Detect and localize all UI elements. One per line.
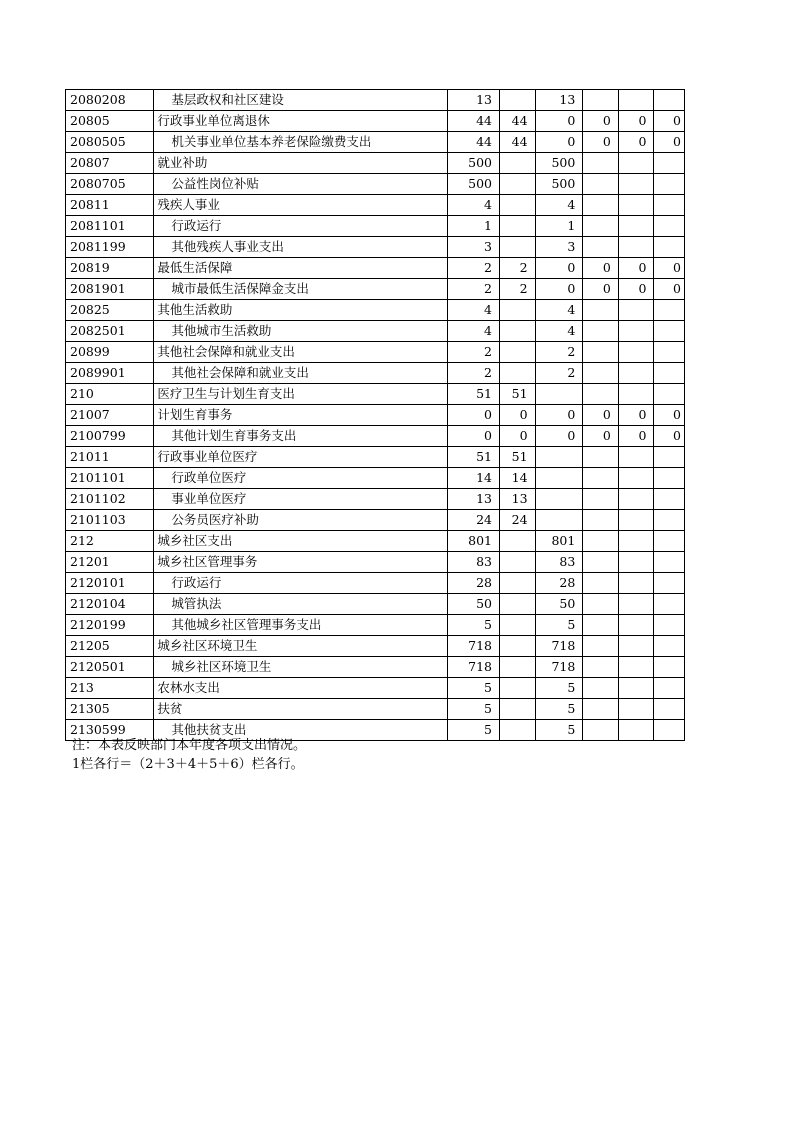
amount-col-3-cell: 3: [535, 237, 583, 258]
amount-col-5-cell: [618, 195, 654, 216]
amount-col-4-cell: [583, 174, 619, 195]
amount-col-5-cell: 0: [618, 279, 654, 300]
expenditure-table-container: [65, 89, 685, 741]
amount-col-2-cell: 2: [499, 279, 535, 300]
amount-col-5-cell: [618, 615, 654, 636]
subject-name-cell: 其他计划生育事务支出: [154, 426, 448, 447]
subject-code-cell: 20899: [66, 342, 154, 363]
subject-name-cell: 行政事业单位离退休: [154, 111, 448, 132]
amount-col-3-cell: 718: [535, 636, 583, 657]
amount-col-1-cell: 14: [448, 468, 500, 489]
amount-col-1-cell: 24: [448, 510, 500, 531]
subject-code-cell: 210: [66, 384, 154, 405]
subject-name-cell: 城乡社区管理事务: [154, 552, 448, 573]
subject-code-cell: 20819: [66, 258, 154, 279]
amount-col-2-cell: [499, 657, 535, 678]
table-row: [66, 678, 685, 699]
amount-col-4-cell: 0: [583, 132, 619, 153]
amount-col-6-cell: [654, 510, 685, 531]
amount-col-6-cell: [654, 300, 685, 321]
subject-name-cell: 城管执法: [154, 594, 448, 615]
subject-code-cell: 2081199: [66, 237, 154, 258]
amount-col-3-cell: 1: [535, 216, 583, 237]
table-row: [66, 195, 685, 216]
amount-col-5-cell: [618, 699, 654, 720]
subject-name-cell: 城乡社区环境卫生: [154, 657, 448, 678]
amount-col-4-cell: [583, 321, 619, 342]
amount-col-2-cell: 44: [499, 132, 535, 153]
table-row: [66, 510, 685, 531]
amount-col-4-cell: [583, 510, 619, 531]
subject-code-cell: 2120101: [66, 573, 154, 594]
amount-col-3-cell: 0: [535, 279, 583, 300]
amount-col-2-cell: 44: [499, 111, 535, 132]
table-row: [66, 363, 685, 384]
table-row: [66, 699, 685, 720]
note-line-1: 注：本表反映部门本年度各项支出情况。: [72, 738, 307, 753]
amount-col-6-cell: 0: [654, 258, 685, 279]
table-row: [66, 321, 685, 342]
subject-name-cell: 其他城乡社区管理事务支出: [154, 615, 448, 636]
amount-col-3-cell: 50: [535, 594, 583, 615]
amount-col-2-cell: [499, 321, 535, 342]
amount-col-2-cell: [499, 90, 535, 111]
amount-col-1-cell: 44: [448, 111, 500, 132]
table-row: [66, 531, 685, 552]
subject-code-cell: 2120199: [66, 615, 154, 636]
amount-col-3-cell: 5: [535, 720, 583, 741]
amount-col-1-cell: 2: [448, 342, 500, 363]
amount-col-3-cell: [535, 447, 583, 468]
amount-col-6-cell: [654, 174, 685, 195]
amount-col-2-cell: [499, 153, 535, 174]
table-row: [66, 216, 685, 237]
amount-col-1-cell: 51: [448, 447, 500, 468]
amount-col-3-cell: 0: [535, 258, 583, 279]
amount-col-3-cell: 4: [535, 195, 583, 216]
table-row: [66, 657, 685, 678]
amount-col-6-cell: [654, 363, 685, 384]
subject-name-cell: 事业单位医疗: [154, 489, 448, 510]
amount-col-6-cell: [654, 342, 685, 363]
amount-col-1-cell: 44: [448, 132, 500, 153]
amount-col-6-cell: [654, 573, 685, 594]
amount-col-6-cell: 0: [654, 426, 685, 447]
amount-col-5-cell: 0: [618, 426, 654, 447]
subject-code-cell: 21007: [66, 405, 154, 426]
amount-col-4-cell: [583, 594, 619, 615]
amount-col-4-cell: 0: [583, 258, 619, 279]
subject-name-cell: 其他社会保障和就业支出: [154, 363, 448, 384]
table-row: [66, 426, 685, 447]
subject-code-cell: 2120104: [66, 594, 154, 615]
table-row: [66, 405, 685, 426]
subject-code-cell: 20807: [66, 153, 154, 174]
amount-col-3-cell: 4: [535, 300, 583, 321]
amount-col-1-cell: 5: [448, 720, 500, 741]
amount-col-6-cell: [654, 447, 685, 468]
amount-col-1-cell: 2: [448, 279, 500, 300]
amount-col-4-cell: 0: [583, 405, 619, 426]
subject-name-cell: 城市最低生活保障金支出: [154, 279, 448, 300]
subject-name-cell: 医疗卫生与计划生育支出: [154, 384, 448, 405]
amount-col-1-cell: 0: [448, 426, 500, 447]
amount-col-5-cell: [618, 720, 654, 741]
amount-col-1-cell: 51: [448, 384, 500, 405]
table-row: [66, 384, 685, 405]
amount-col-2-cell: [499, 720, 535, 741]
amount-col-3-cell: 0: [535, 405, 583, 426]
subject-code-cell: 2080505: [66, 132, 154, 153]
amount-col-1-cell: 500: [448, 153, 500, 174]
table-row: [66, 111, 685, 132]
amount-col-5-cell: [618, 90, 654, 111]
amount-col-1-cell: 4: [448, 195, 500, 216]
amount-col-4-cell: [583, 531, 619, 552]
amount-col-3-cell: [535, 468, 583, 489]
subject-name-cell: 残疾人事业: [154, 195, 448, 216]
amount-col-1-cell: 5: [448, 699, 500, 720]
subject-code-cell: 20805: [66, 111, 154, 132]
subject-code-cell: 20811: [66, 195, 154, 216]
amount-col-2-cell: 0: [499, 405, 535, 426]
subject-name-cell: 其他城市生活救助: [154, 321, 448, 342]
amount-col-5-cell: 0: [618, 405, 654, 426]
amount-col-4-cell: [583, 615, 619, 636]
amount-col-6-cell: [654, 531, 685, 552]
amount-col-4-cell: 0: [583, 426, 619, 447]
amount-col-6-cell: [654, 615, 685, 636]
amount-col-3-cell: 0: [535, 132, 583, 153]
table-row: [66, 279, 685, 300]
amount-col-2-cell: [499, 636, 535, 657]
amount-col-1-cell: 4: [448, 321, 500, 342]
amount-col-4-cell: [583, 678, 619, 699]
amount-col-6-cell: [654, 594, 685, 615]
amount-col-6-cell: 0: [654, 405, 685, 426]
amount-col-5-cell: [618, 216, 654, 237]
amount-col-1-cell: 2: [448, 258, 500, 279]
amount-col-6-cell: [654, 636, 685, 657]
amount-col-2-cell: 13: [499, 489, 535, 510]
subject-code-cell: 20825: [66, 300, 154, 321]
amount-col-1-cell: 0: [448, 405, 500, 426]
amount-col-5-cell: 0: [618, 111, 654, 132]
amount-col-2-cell: [499, 678, 535, 699]
subject-name-cell: 行政单位医疗: [154, 468, 448, 489]
amount-col-6-cell: [654, 321, 685, 342]
subject-name-cell: 行政运行: [154, 216, 448, 237]
amount-col-2-cell: [499, 342, 535, 363]
amount-col-4-cell: [583, 216, 619, 237]
subject-code-cell: 2101102: [66, 489, 154, 510]
amount-col-2-cell: [499, 615, 535, 636]
amount-col-1-cell: 2: [448, 363, 500, 384]
amount-col-4-cell: [583, 720, 619, 741]
subject-code-cell: 2081101: [66, 216, 154, 237]
amount-col-1-cell: 718: [448, 636, 500, 657]
subject-name-cell: 行政事业单位医疗: [154, 447, 448, 468]
amount-col-5-cell: [618, 153, 654, 174]
subject-code-cell: 21201: [66, 552, 154, 573]
amount-col-3-cell: 4: [535, 321, 583, 342]
subject-code-cell: 21205: [66, 636, 154, 657]
table-row: [66, 174, 685, 195]
amount-col-4-cell: [583, 573, 619, 594]
amount-col-3-cell: [535, 489, 583, 510]
amount-col-2-cell: [499, 594, 535, 615]
amount-col-6-cell: [654, 468, 685, 489]
amount-col-6-cell: [654, 489, 685, 510]
subject-name-cell: 基层政权和社区建设: [154, 90, 448, 111]
amount-col-6-cell: [654, 552, 685, 573]
table-row: [66, 468, 685, 489]
amount-col-4-cell: [583, 657, 619, 678]
amount-col-3-cell: 801: [535, 531, 583, 552]
amount-col-5-cell: [618, 237, 654, 258]
subject-name-cell: 公务员医疗补助: [154, 510, 448, 531]
table-row: [66, 615, 685, 636]
amount-col-2-cell: [499, 237, 535, 258]
subject-code-cell: 212: [66, 531, 154, 552]
amount-col-5-cell: [618, 531, 654, 552]
amount-col-2-cell: [499, 174, 535, 195]
subject-code-cell: 2120501: [66, 657, 154, 678]
amount-col-3-cell: 0: [535, 111, 583, 132]
amount-col-5-cell: [618, 489, 654, 510]
table-row: [66, 132, 685, 153]
amount-col-2-cell: [499, 573, 535, 594]
subject-code-cell: 21305: [66, 699, 154, 720]
amount-col-2-cell: 51: [499, 447, 535, 468]
amount-col-4-cell: [583, 90, 619, 111]
subject-code-cell: 2089901: [66, 363, 154, 384]
subject-code-cell: 2081901: [66, 279, 154, 300]
amount-col-5-cell: [618, 573, 654, 594]
subject-code-cell: 2100799: [66, 426, 154, 447]
subject-code-cell: 2080208: [66, 90, 154, 111]
amount-col-4-cell: [583, 195, 619, 216]
amount-col-4-cell: [583, 237, 619, 258]
amount-col-6-cell: [654, 195, 685, 216]
subject-code-cell: 213: [66, 678, 154, 699]
amount-col-2-cell: [499, 195, 535, 216]
amount-col-4-cell: [583, 300, 619, 321]
subject-name-cell: 机关事业单位基本养老保险缴费支出: [154, 132, 448, 153]
amount-col-5-cell: [618, 321, 654, 342]
subject-code-cell: 2101103: [66, 510, 154, 531]
amount-col-6-cell: [654, 237, 685, 258]
amount-col-4-cell: [583, 384, 619, 405]
amount-col-4-cell: [583, 153, 619, 174]
amount-col-5-cell: [618, 447, 654, 468]
amount-col-2-cell: 2: [499, 258, 535, 279]
table-row: [66, 90, 685, 111]
amount-col-5-cell: 0: [618, 258, 654, 279]
amount-col-2-cell: 24: [499, 510, 535, 531]
amount-col-3-cell: 5: [535, 615, 583, 636]
amount-col-4-cell: [583, 468, 619, 489]
amount-col-4-cell: [583, 552, 619, 573]
table-row: [66, 552, 685, 573]
amount-col-1-cell: 50: [448, 594, 500, 615]
amount-col-1-cell: 500: [448, 174, 500, 195]
amount-col-2-cell: [499, 300, 535, 321]
amount-col-1-cell: 13: [448, 489, 500, 510]
amount-col-4-cell: [583, 699, 619, 720]
amount-col-3-cell: 5: [535, 699, 583, 720]
amount-col-1-cell: 4: [448, 300, 500, 321]
subject-name-cell: 公益性岗位补贴: [154, 174, 448, 195]
amount-col-5-cell: [618, 342, 654, 363]
amount-col-2-cell: [499, 216, 535, 237]
amount-col-3-cell: 5: [535, 678, 583, 699]
subject-name-cell: 其他残疾人事业支出: [154, 237, 448, 258]
amount-col-2-cell: [499, 363, 535, 384]
subject-name-cell: 计划生育事务: [154, 405, 448, 426]
table-row: [66, 636, 685, 657]
table-row: [66, 300, 685, 321]
amount-col-2-cell: [499, 531, 535, 552]
amount-col-5-cell: [618, 657, 654, 678]
amount-col-5-cell: 0: [618, 132, 654, 153]
amount-col-3-cell: [535, 384, 583, 405]
amount-col-4-cell: [583, 636, 619, 657]
amount-col-2-cell: [499, 552, 535, 573]
amount-col-5-cell: [618, 174, 654, 195]
table-row: [66, 573, 685, 594]
subject-name-cell: 其他社会保障和就业支出: [154, 342, 448, 363]
subject-name-cell: 其他扶贫支出: [154, 720, 448, 741]
amount-col-4-cell: [583, 363, 619, 384]
subject-name-cell: 行政运行: [154, 573, 448, 594]
amount-col-1-cell: 5: [448, 678, 500, 699]
subject-name-cell: 扶贫: [154, 699, 448, 720]
amount-col-3-cell: 718: [535, 657, 583, 678]
amount-col-3-cell: 500: [535, 153, 583, 174]
amount-col-3-cell: 13: [535, 90, 583, 111]
subject-code-cell: 2080705: [66, 174, 154, 195]
amount-col-1-cell: 5: [448, 615, 500, 636]
table-row: [66, 258, 685, 279]
amount-col-6-cell: 0: [654, 132, 685, 153]
amount-col-3-cell: 2: [535, 363, 583, 384]
subject-code-cell: 2130599: [66, 720, 154, 741]
amount-col-2-cell: 0: [499, 426, 535, 447]
subject-code-cell: 21011: [66, 447, 154, 468]
table-row: [66, 342, 685, 363]
amount-col-5-cell: [618, 678, 654, 699]
amount-col-6-cell: [654, 153, 685, 174]
amount-col-3-cell: 28: [535, 573, 583, 594]
subject-name-cell: 城乡社区支出: [154, 531, 448, 552]
amount-col-1-cell: 28: [448, 573, 500, 594]
amount-col-6-cell: [654, 678, 685, 699]
amount-col-5-cell: [618, 636, 654, 657]
table-row: [66, 447, 685, 468]
subject-name-cell: 城乡社区环境卫生: [154, 636, 448, 657]
amount-col-6-cell: 0: [654, 279, 685, 300]
amount-col-4-cell: [583, 342, 619, 363]
amount-col-3-cell: 500: [535, 174, 583, 195]
amount-col-1-cell: 1: [448, 216, 500, 237]
amount-col-1-cell: 718: [448, 657, 500, 678]
table-notes: [72, 736, 306, 774]
amount-col-1-cell: 13: [448, 90, 500, 111]
subject-name-cell: 就业补助: [154, 153, 448, 174]
amount-col-5-cell: [618, 468, 654, 489]
table-row: [66, 153, 685, 174]
amount-col-3-cell: [535, 510, 583, 531]
amount-col-6-cell: 0: [654, 111, 685, 132]
table-body: [66, 90, 685, 741]
subject-code-cell: 2101101: [66, 468, 154, 489]
amount-col-5-cell: [618, 594, 654, 615]
amount-col-2-cell: 51: [499, 384, 535, 405]
amount-col-4-cell: 0: [583, 279, 619, 300]
amount-col-6-cell: [654, 699, 685, 720]
amount-col-5-cell: [618, 363, 654, 384]
amount-col-1-cell: 3: [448, 237, 500, 258]
amount-col-6-cell: [654, 216, 685, 237]
table-row: [66, 237, 685, 258]
subject-name-cell: 其他生活救助: [154, 300, 448, 321]
table-row: [66, 594, 685, 615]
amount-col-1-cell: 801: [448, 531, 500, 552]
amount-col-4-cell: [583, 447, 619, 468]
subject-name-cell: 最低生活保障: [154, 258, 448, 279]
amount-col-6-cell: [654, 720, 685, 741]
amount-col-4-cell: 0: [583, 111, 619, 132]
table-row: [66, 489, 685, 510]
amount-col-3-cell: 0: [535, 426, 583, 447]
amount-col-6-cell: [654, 657, 685, 678]
amount-col-1-cell: 83: [448, 552, 500, 573]
amount-col-6-cell: [654, 90, 685, 111]
amount-col-5-cell: [618, 384, 654, 405]
subject-code-cell: 2082501: [66, 321, 154, 342]
note-line-2: 1栏各行＝（2＋3＋4＋5＋6）栏各行。: [72, 757, 304, 772]
subject-name-cell: 农林水支出: [154, 678, 448, 699]
amount-col-5-cell: [618, 300, 654, 321]
amount-col-6-cell: [654, 384, 685, 405]
amount-col-3-cell: 83: [535, 552, 583, 573]
amount-col-2-cell: 14: [499, 468, 535, 489]
expenditure-table: [65, 89, 685, 741]
amount-col-2-cell: [499, 699, 535, 720]
amount-col-3-cell: 2: [535, 342, 583, 363]
amount-col-4-cell: [583, 489, 619, 510]
amount-col-5-cell: [618, 510, 654, 531]
amount-col-5-cell: [618, 552, 654, 573]
